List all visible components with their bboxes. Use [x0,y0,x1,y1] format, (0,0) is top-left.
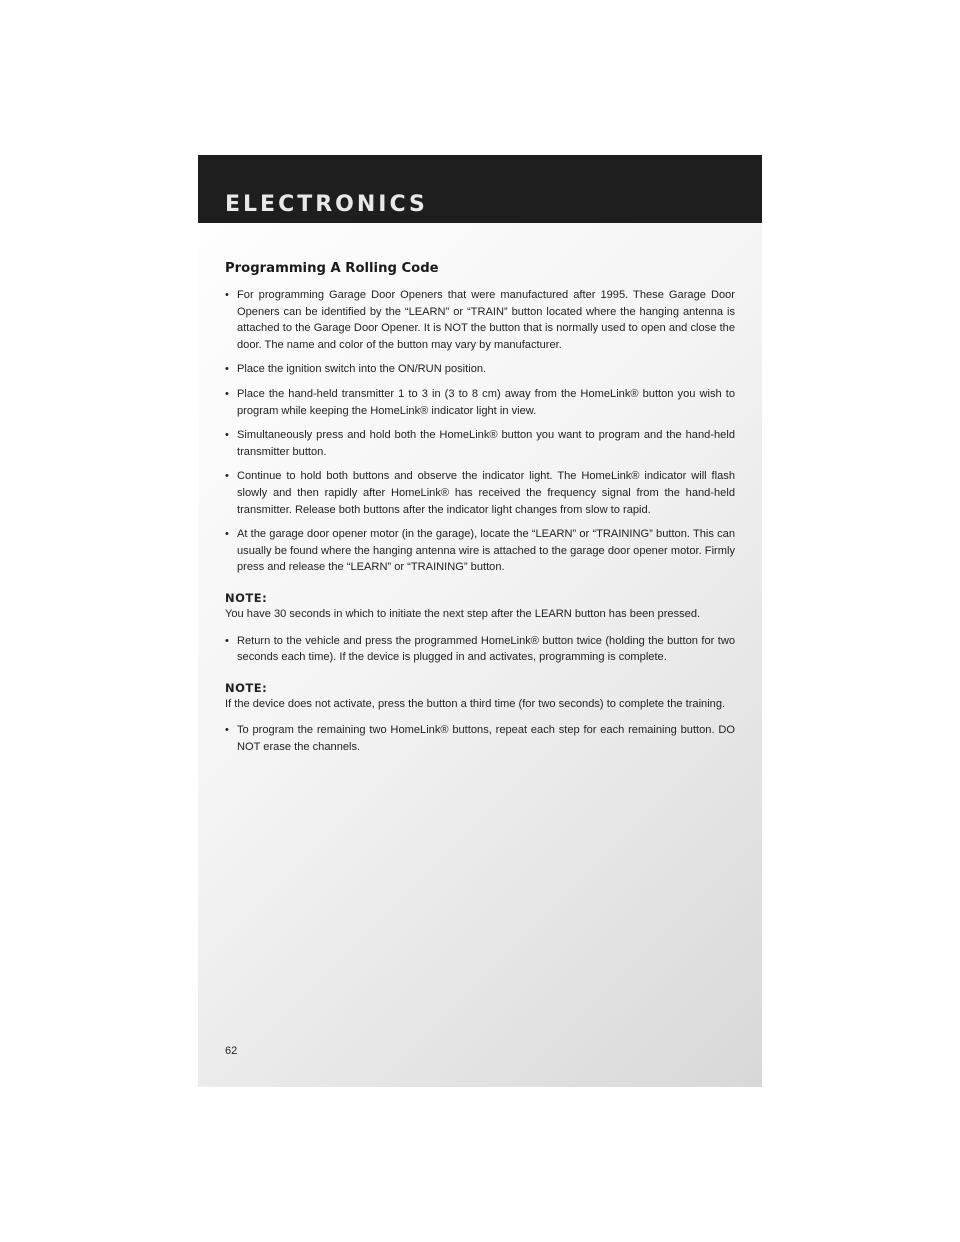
page-content [225,260,735,763]
list-item [225,468,735,518]
bullet-glyph: • [225,363,229,376]
manual-page [198,155,762,1087]
bullet-glyph: • [225,634,229,647]
list-item-text: Place the ignition switch into the ON/RUN position. [237,363,487,376]
list-item [225,386,735,419]
section-title: ELECTRONICS [225,192,428,217]
list-item [225,361,735,378]
list-item [225,427,735,460]
bullet-glyph: • [225,724,229,737]
note-text: You have 30 seconds in which to initiate the next step after the LEARN button has been pressed. [225,607,701,620]
bullet-glyph: • [225,470,229,483]
subheading: Programming A Rolling Code [225,261,439,276]
bullet-glyph: • [225,387,229,400]
bullet-glyph: • [225,528,229,541]
list-item-text: Return to the vehicle and press the programmed HomeLink® button twice (holding the button for two seconds each time). If the device is plugged in and activates, programming is complete. [237,634,735,664]
list-item-text: Simultaneously press and hold both the HomeLink® button you want to program and the hand-held transmitter button. [237,429,735,458]
list-item [225,722,735,755]
bullet-list-return [225,633,735,666]
list-item-text: Continue to hold both buttons and observe the indicator light. The HomeLink® indicator will flash slowly and then rapidly after HomeLink® has received the frequency signal from the hand-held transmitter. Release both buttons after the indicator light changes from slow to rapid. [237,470,735,516]
note-label: NOTE: [225,680,268,695]
note-label: NOTE: [225,590,268,605]
list-item-text: To program the remaining two HomeLink® buttons, repeat each step for each remaining button. DO NOT erase the channels. [237,724,735,753]
page-number: 62 [225,1045,238,1057]
bullet-glyph: • [225,429,229,442]
list-item-text: For programming Garage Door Openers that were manufactured after 1995. These Garage Door Openers can be identified by the “LEARN” or “TRAIN” button located where the hanging antenna is attached to the Garage Door Opener. It is NOT the button that is normally used to open and close the door. The name and color of the button may vary by manufacturer. [237,289,735,351]
bullet-list-steps [225,287,735,576]
list-item [225,287,735,353]
note-text: If the device does not activate, press the button a third time (for two seconds) to complete the training. [225,697,726,710]
list-item [225,526,735,576]
bullet-glyph: • [225,289,229,301]
bullet-list-remaining [225,722,735,755]
list-item-text: At the garage door opener motor (in the garage), locate the “LEARN” or “TRAINING” button. This can usually be found where the hanging antenna wire is attached to the garage door opener motor. Firmly press and release the “LEARN” or “TRAINING” button. [237,528,735,574]
list-item [225,633,735,666]
list-item-text: Place the hand-held transmitter 1 to 3 in (3 to 8 cm) away from the HomeLink® button you wish to program while keeping the HomeLink® indicator light in view. [237,387,735,417]
section-header-band [198,155,762,223]
